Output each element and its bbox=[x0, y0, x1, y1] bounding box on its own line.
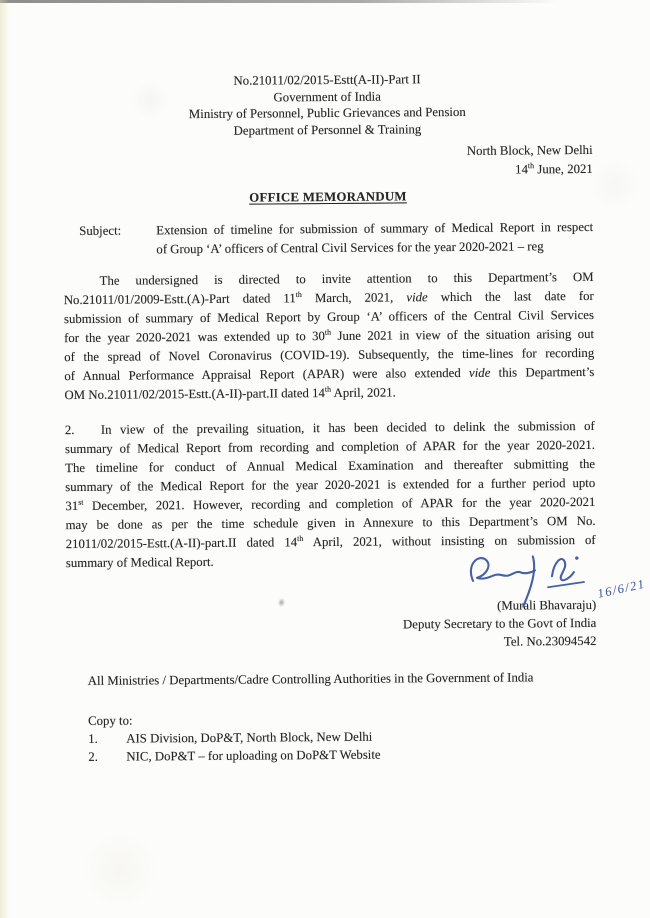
memo-content bbox=[62, 70, 648, 766]
subject-line: of Group ‘A’ officers of Central Civil Services for the year 2020-2021 – reg bbox=[156, 239, 544, 257]
reference-number: No.21011/02/2015-Estt(A-II)-Part II bbox=[233, 72, 421, 88]
scan-edge-left bbox=[0, 0, 9, 918]
para1-line: submission of summary of Medical Report by Group ‘A’ officers of the Central Civil Services bbox=[63, 307, 594, 327]
para1-line: No.21011/01/2009-Estt.(A)-Part dated 11th March, 2021, vide which the last date for bbox=[63, 288, 594, 308]
memo-heading: OFFICE MEMORANDUM bbox=[249, 189, 407, 205]
para2-line: summary of Medical Report from recording and completion of APAR for the year 2020-2021. bbox=[64, 437, 595, 457]
copy-to-block bbox=[67, 708, 597, 766]
copy-item-number: 2. bbox=[88, 749, 99, 764]
subject-line: Extension of timeline for submission of summary of Medical Report in respect bbox=[156, 219, 594, 238]
copy-item-text: AIS Division, DoP&T, North Block, New Delhi bbox=[126, 729, 373, 746]
org-line-ministry: Ministry of Personnel, Public Grievances and Pension bbox=[188, 104, 466, 122]
para2-line: The timeline for conduct of Annual Medical Examination and thereafter submitting the bbox=[65, 456, 596, 476]
para2-number: 2. bbox=[64, 422, 75, 438]
scan-edge-top bbox=[0, 0, 650, 3]
para2-line-text: In view of the prevailing situation, it has been decided to delink the submission of bbox=[100, 418, 595, 437]
para1-line: OM No.21011/02/2015-Estt.(A-II)-part.II dated 14th April, 2021. bbox=[64, 384, 396, 403]
para2-line: summary of Medical Report. bbox=[65, 554, 214, 571]
signature-scribble bbox=[460, 550, 600, 613]
para1-line: for the year 2020-2021 was extended up to 30th June 2021 in view of the situation arising out bbox=[64, 326, 595, 346]
letterhead bbox=[62, 70, 593, 140]
para2-line: summary of the Medical Report for the year 2020-2021 is extended for a further period upto bbox=[65, 475, 596, 495]
copy-item-text: NIC, DoP&T – for uploading on DoP&T Website bbox=[126, 747, 381, 764]
copy-item bbox=[88, 744, 597, 766]
para2-line: may be done as per the time schedule given in Annexure to this Department’s OM No. bbox=[65, 513, 596, 533]
date-line: 14th June, 2021 bbox=[515, 161, 593, 177]
para1-line: of the spread of Novel Coronavirus (COVID-19). Subsequently, the time-lines for recording bbox=[64, 345, 595, 365]
handwritten-date: 16/6/21 bbox=[596, 576, 648, 601]
signatory-phone: Tel. No.23094542 bbox=[503, 633, 597, 649]
place-line: North Block, New Delhi bbox=[466, 142, 593, 158]
para1-line: The undersigned is directed to invite attention to this Department’s OM bbox=[99, 269, 594, 288]
signature-block bbox=[66, 576, 648, 654]
org-line-department: Department of Personnel & Training bbox=[233, 121, 422, 138]
place-date-block bbox=[63, 141, 593, 183]
copy-item-number: 1. bbox=[88, 731, 98, 746]
copy-to-label: Copy to: bbox=[88, 713, 133, 728]
distribution-line: All Ministries / Departments/Cadre Controlling Authorities in the Government of India bbox=[87, 670, 534, 688]
signatory-designation: Deputy Secretary to the Govt of India bbox=[402, 615, 597, 632]
subject-block bbox=[63, 218, 593, 260]
paragraph-1 bbox=[64, 268, 595, 405]
subject-text bbox=[156, 218, 593, 259]
para2-line: 31st December, 2021. However, recording and completion of APAR for the year 2020-2021 bbox=[65, 494, 596, 514]
para2-line: 21011/02/2015-Estt.(A-II)-part.II dated 14th April, 2021, without insisting on submission of bbox=[65, 532, 596, 552]
org-line-government: Government of India bbox=[273, 89, 381, 104]
para1-line: of Annual Performance Appraisal Report (APAR) were also extended vide this Department’s bbox=[64, 364, 595, 384]
subject-label: Subject: bbox=[79, 223, 122, 238]
signatory-name: (Murali Bhavaraju) bbox=[497, 597, 597, 613]
